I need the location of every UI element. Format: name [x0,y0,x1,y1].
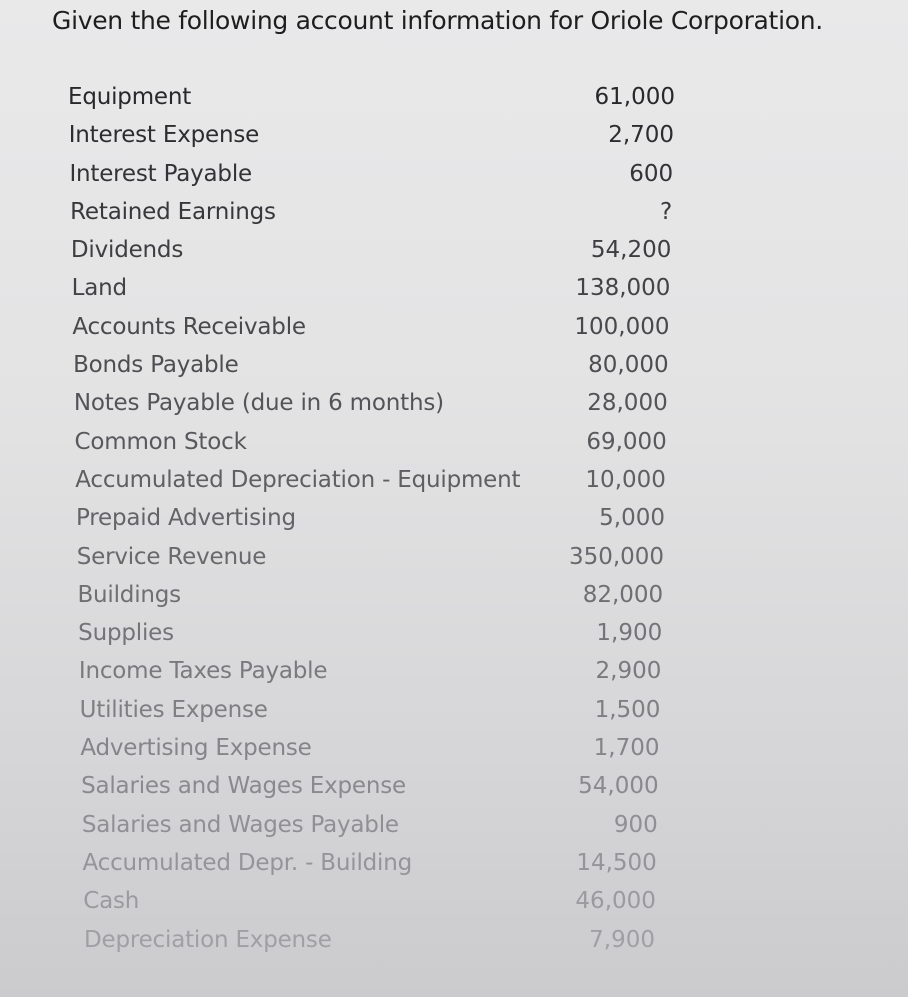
table-row [0,614,908,652]
table-row [0,78,908,116]
table-row [0,116,908,154]
account-name: Interest Expense [68,122,260,149]
account-name: Accounts Receivable [72,313,306,340]
account-name: Salaries and Wages Expense [81,773,406,800]
account-amount: ? [660,198,673,225]
account-name: Interest Payable [69,160,252,187]
account-name: Supplies [78,620,174,647]
table-row [0,538,908,576]
account-name: Prepaid Advertising [76,505,296,532]
account-name: Notes Payable (due in 6 months) [73,390,444,417]
account-name: Service Revenue [76,543,267,570]
account-amount: 80,000 [588,352,669,379]
account-amount: 100,000 [574,313,670,340]
account-name: Depreciation Expense [84,926,332,953]
account-amount: 82,000 [582,581,664,608]
table-row [0,231,908,269]
table-row [0,652,908,690]
account-name: Accumulated Depr. - Building [82,849,413,876]
table-row [0,461,908,499]
account-amount: 54,000 [578,773,659,800]
account-name: Accumulated Depreciation - Equipment [75,466,521,493]
account-name: Salaries and Wages Payable [81,811,399,838]
table-row [0,882,908,920]
account-name: Common Stock [74,428,247,455]
account-amount: 7,900 [589,926,655,953]
account-amount: 54,200 [590,237,672,264]
account-name: Retained Earnings [70,198,276,225]
account-amount: 2,900 [595,658,662,685]
account-amount: 1,700 [593,735,660,762]
table-row [0,691,908,729]
account-amount: 14,500 [576,849,657,876]
account-amount: 69,000 [586,428,667,455]
account-name: Utilities Expense [79,696,268,723]
account-amount: 61,000 [594,84,675,110]
table-row [0,423,908,461]
table-row [0,346,908,384]
account-name: Advertising Expense [80,735,312,762]
table-row [0,729,908,767]
account-list [0,78,908,959]
table-row [0,844,908,882]
account-name: Buildings [77,581,181,608]
account-amount: 600 [629,160,674,187]
table-row [0,921,908,959]
account-name: Equipment [68,84,192,110]
account-amount: 1,500 [594,696,661,723]
table-row [0,193,908,231]
account-amount: 138,000 [575,275,671,302]
table-row [0,269,908,307]
table-row [0,155,908,193]
account-amount: 46,000 [575,888,656,915]
table-row [0,384,908,422]
table-row [0,767,908,805]
table-row [0,308,908,346]
table-row [0,499,908,537]
account-name: Bonds Payable [73,352,239,379]
page-title: Given the following account information for Oriole Corporation. [52,6,823,35]
account-amount: 900 [613,811,658,838]
account-name: Land [71,275,127,302]
account-name: Dividends [70,237,184,264]
account-amount: 5,000 [599,505,665,532]
account-amount: 2,700 [608,122,675,149]
table-row [0,576,908,614]
account-amount: 28,000 [587,390,668,417]
account-amount: 10,000 [585,466,666,493]
table-row [0,806,908,844]
account-name: Income Taxes Payable [78,658,328,685]
account-name: Cash [83,888,140,915]
account-amount: 350,000 [568,543,665,570]
account-amount: 1,900 [596,620,663,647]
